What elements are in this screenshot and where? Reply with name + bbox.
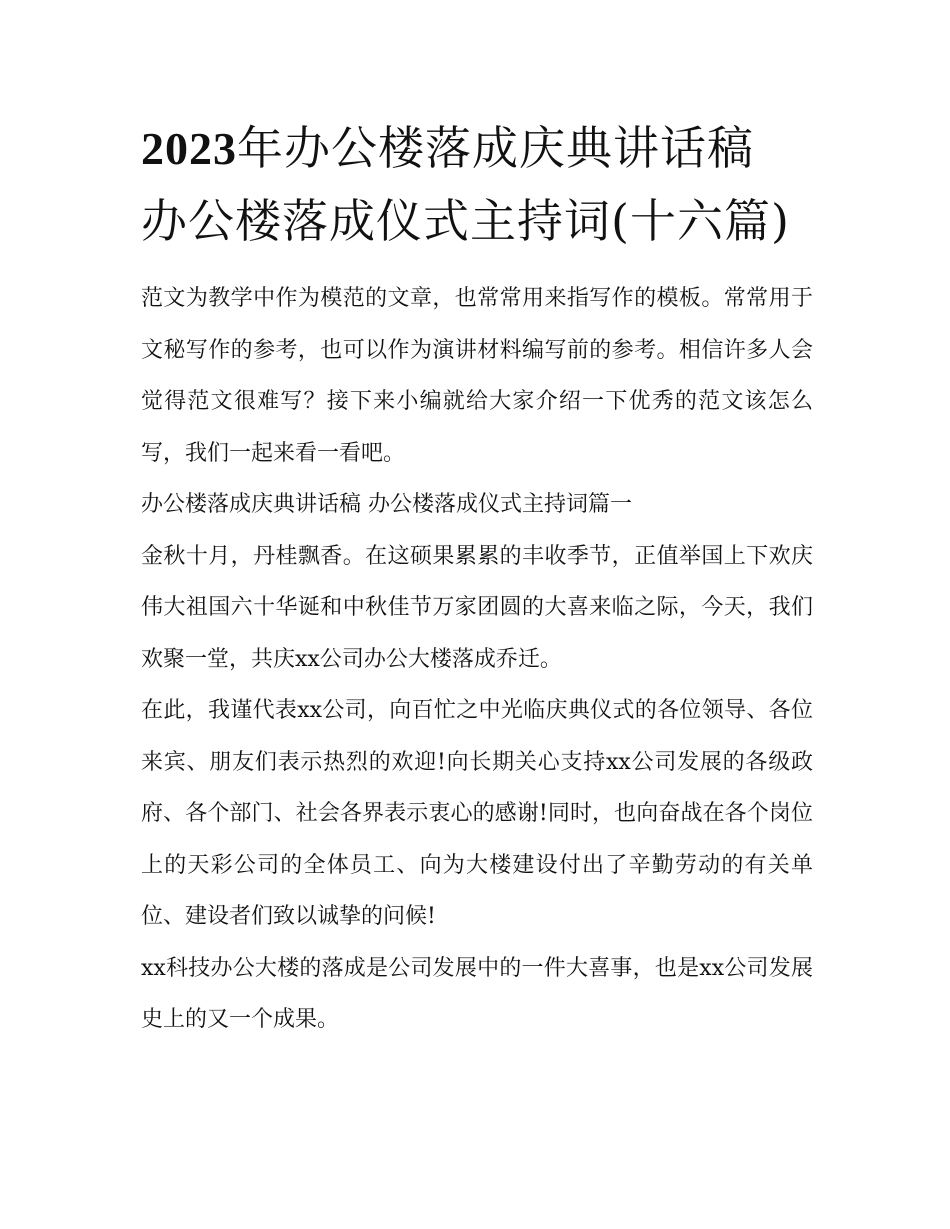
document-page	[141, 112, 813, 1046]
body-paragraph-3: xx科技办公大楼的落成是公司发展中的一件大喜事，也是xx公司发展史上的又一个成果。	[141, 955, 813, 1032]
body-paragraph-2: 在此，我谨代表xx公司，向百忙之中光临庆典仪式的各位领导、各位来宾、朋友们表示热烈的欢迎!向长期关心支持xx公司发展的各级政府、各个部门、社会各界表示衷心的感谢!同时，也向奋战在各个岗位上的天彩公司的全体员工、向为大楼建设付出了辛勤劳动的有关单位、建设者们致以诚挚的问候!	[141, 698, 813, 929]
title-text: 年办公楼落成庆典讲话稿 办公楼落成仪式主持词(十六篇)	[141, 121, 790, 248]
section-heading: 办公楼落成庆典讲话稿 办公楼落成仪式主持词篇一	[141, 492, 632, 517]
intro-paragraph: 范文为教学中作为模范的文章，也常常用来指写作的模板。常常用于文秘写作的参考，也可以作为演讲材料编写前的参考。相信许多人会觉得范文很难写？接下来小编就给大家介绍一下优秀的范文该怎么写，我们一起来看一看吧。	[141, 286, 813, 466]
document-body	[141, 273, 813, 1046]
document-title	[141, 112, 813, 257]
title-year: 2023	[141, 123, 237, 174]
body-paragraph-1: 金秋十月，丹桂飘香。在这硕果累累的丰收季节，正值举国上下欢庆伟大祖国六十华诞和中秋佳节万家团圆的大喜来临之际，今天，我们欢聚一堂，共庆xx公司办公大楼落成乔迁。	[141, 543, 813, 672]
